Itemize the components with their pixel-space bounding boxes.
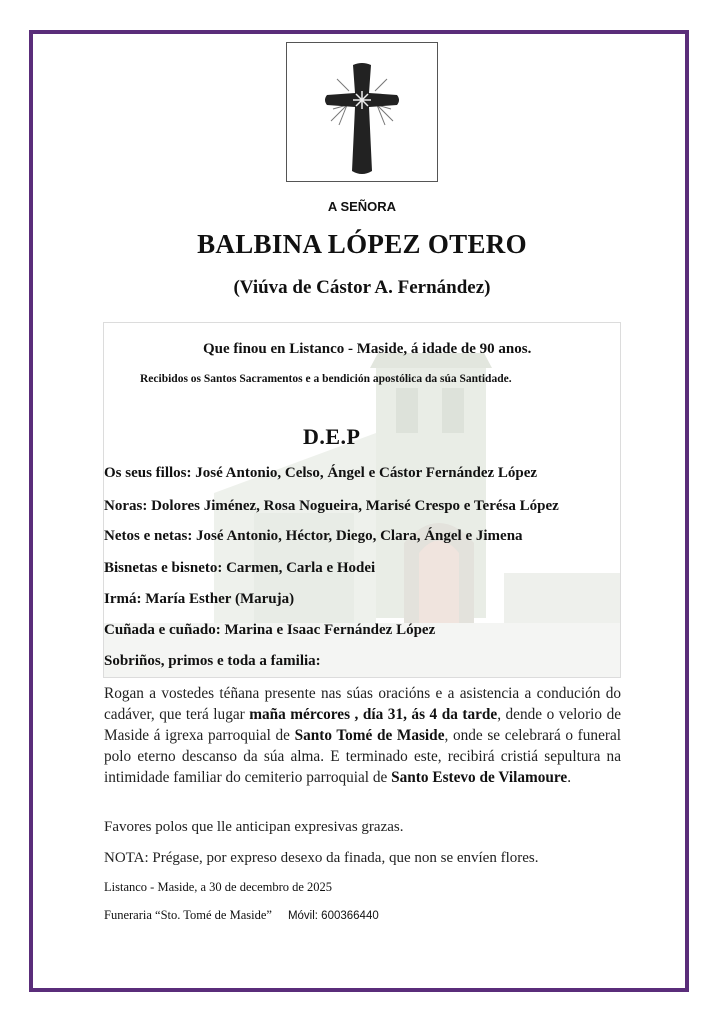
dep-heading: D.E.P [303,424,361,449]
funeral-home-mobile: Móvil: 600366440 [287,910,379,922]
relatives-great-grandchildren: Bisnetas e bisneto: Carmen, Carla e Hodei [104,560,376,576]
cemetery-name: Santo Estevo de Vilamoure [391,769,568,786]
widow-of: (Viúva de Cástor A. Fernández) [233,277,491,298]
funeral-time: maña mércores , día 31, ás 4 da tarde [249,706,498,723]
death-announcement: Que finou en Listanco - Maside, á idade de 90 anos. [203,341,532,357]
cross-emblem [286,42,438,182]
relatives-children: Os seus fillos: José Antonio, Celso, Ángel e Cástor Fernández López [104,465,538,481]
title-prefix: A SEÑORA [327,199,397,214]
deceased-name: BALBINA LÓPEZ OTERO [197,229,527,259]
church-name: Santo Tomé de Maside [294,727,445,744]
place-date: Listanco - Maside, a 30 de decembro de 2025 [104,880,333,894]
sacraments-line: Recibidos os Santos Sacramentos e a bendición apostólica da súa Santidade. [140,373,512,385]
relatives-in-laws: Cuñada e cuñado: Marina e Isaac Fernández López [104,622,436,638]
funeral-home [104,908,379,923]
relatives-grandchildren: Netos e netas: José Antonio, Héctor, Diego, Clara, Ángel e Jimena [104,528,523,544]
relatives-others: Sobriños, primos e toda a familia: [104,653,321,669]
relatives-daughters-in-law: Noras: Dolores Jiménez, Rosa Nogueira, Marisé Crespo e Terésa López [104,498,559,514]
funeral-details: Rogan a vostedes téñana presente nas súas oracións e a asistencia a condución do cadáver, que terá lugar maña mércores , día 31, ás 4 da tarde, dende o velorio de Maside á igrexa parroquial de Santo Tomé de Maside, onde se celebrará o funeral polo eterno descanso da súa alma. E terminado este, recibirá cristiá sepultura na intimidade familiar do cemiterio parroquial de Santo Estevo de Vilamoure. [104,685,622,786]
cross-icon [287,43,437,181]
relatives-sister: Irmá: María Esther (Maruja) [104,591,295,607]
thanks-line: Favores polos que lle anticipan expresivas grazas. [104,819,404,835]
funeral-home-name: Funeraria “Sto. Tomé de Maside” [104,908,272,922]
note-line: NOTA: Prégase, por expreso desexo da finada, que non se envíen flores. [104,850,539,866]
